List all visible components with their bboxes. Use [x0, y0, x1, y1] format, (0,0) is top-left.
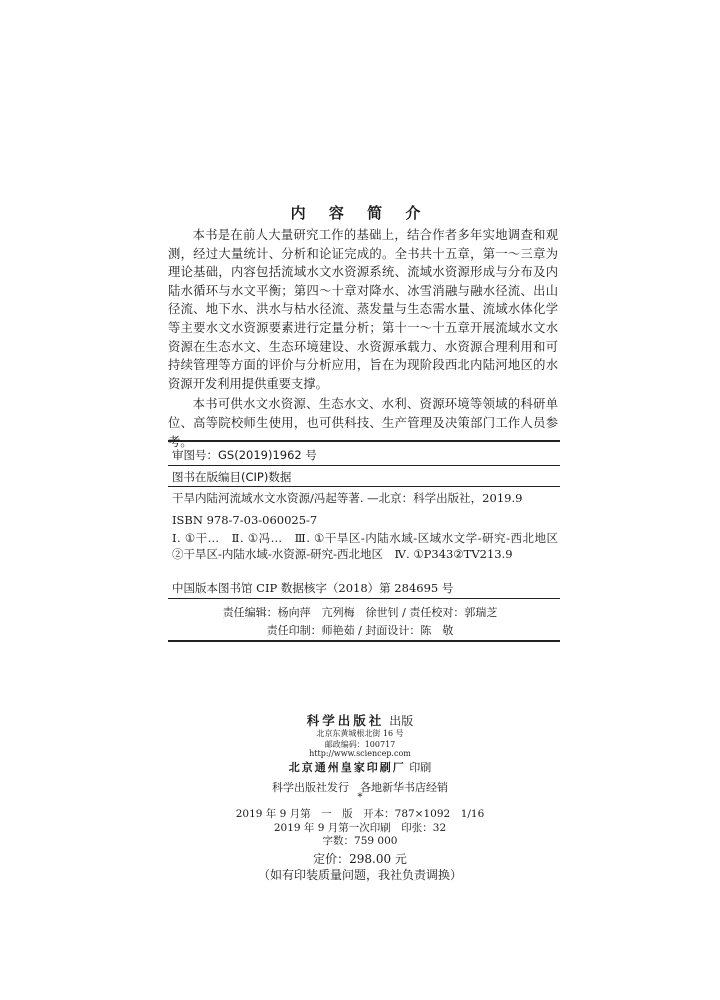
- cip-number: 中国版本图书馆 CIP 数据核字（2018）第 284695 号: [172, 581, 454, 595]
- distribution-line: 科学出版社发行 各地新华书店经销: [272, 781, 448, 794]
- divider-rule-bottom: [168, 640, 560, 642]
- cip-title: 图书在版编目(CIP)数据: [172, 470, 292, 484]
- edition-line: 2019 年 9 月第 一 版 开本：787×1092 1/16: [235, 808, 485, 820]
- summary-body: [168, 226, 558, 451]
- quality-notice: （如有印装质量问题，我社负责调换）: [257, 868, 462, 882]
- printer-suffix: 印刷: [409, 761, 432, 774]
- isbn: ISBN 978-7-03-060025-7: [172, 513, 318, 527]
- cip-subjects: Ⅰ. ①干… Ⅱ. ①冯… Ⅲ. ①干旱区-内陆水域-区域水文学-研究-西北地区 ②干旱区-内陆水域-水资源-研究-西北地区 Ⅳ. ①P343②TV213.9: [172, 531, 570, 561]
- publisher-address: 北京东黄城根北街 16 号: [316, 729, 404, 738]
- price: 定价：298.00 元: [313, 852, 407, 866]
- publisher-website: http://www.sciencep.com: [309, 749, 411, 758]
- divider-rule: [168, 465, 560, 466]
- map-review-number: 审图号：GS(2019)1962 号: [172, 448, 317, 462]
- editors-credits: 责任编辑：杨向萍 亢列梅 徐世钊 / 责任校对：郭瑞芝: [222, 606, 498, 619]
- publisher-postcode: 邮政编码：100717: [324, 740, 396, 749]
- publisher-suffix: 出版: [389, 714, 414, 728]
- cip-entry: 干旱内陆河流域水文水资源/冯起等著. —北京：科学出版社，2019.9: [172, 491, 523, 505]
- publisher-line: [0, 710, 720, 729]
- printer-line: [0, 759, 720, 775]
- printing-line: 2019 年 9 月第一次印刷 印张：32: [273, 822, 447, 834]
- separator-star: *: [357, 792, 363, 803]
- summary-paragraph-1: 本书是在前人大量研究工作的基础上，结合作者多年实地调查和观测，经过大量统计、分析和论证完成的。全书共十五章，第一～三章为理论基础，内容包括流域水文水资源系统、流域水资源形成与分布及内陆水循环与水文平衡；第四～十章对降水、冰雪消融与融水径流、出山径流、地下水、洪水与枯水径流、蒸发量与生态需水量、流域水体化学等主要水文水资源要素进行定量分析；第十一～十五章开展流域水文水资源在生态水文、生态环境建设、水资源承载力、水资源合理利用和可持续管理等方面的评价与分析应用，旨在为现阶段西北内陆河地区的水资源开发利用提供重要支撑。: [168, 228, 558, 391]
- summary-heading: 内 容 简 介: [290, 204, 430, 222]
- publisher-name: 科学出版社: [306, 713, 385, 728]
- printer-name: 北京通州皇家印刷厂: [288, 761, 406, 774]
- divider-rule: [168, 486, 560, 487]
- summary-paragraph-2: 本书可供水文水资源、生态水文、水利、资源环境等领域的科研单位、高等院校师生使用，也可供科技、生产管理及决策部门工作人员参考。: [168, 397, 558, 449]
- word-count: 字数：759 000: [322, 835, 398, 847]
- divider-rule: [168, 598, 560, 599]
- divider-rule-top: [168, 440, 560, 442]
- production-credits: 责任印制：师艳茹 / 封面设计：陈 敬: [266, 624, 454, 637]
